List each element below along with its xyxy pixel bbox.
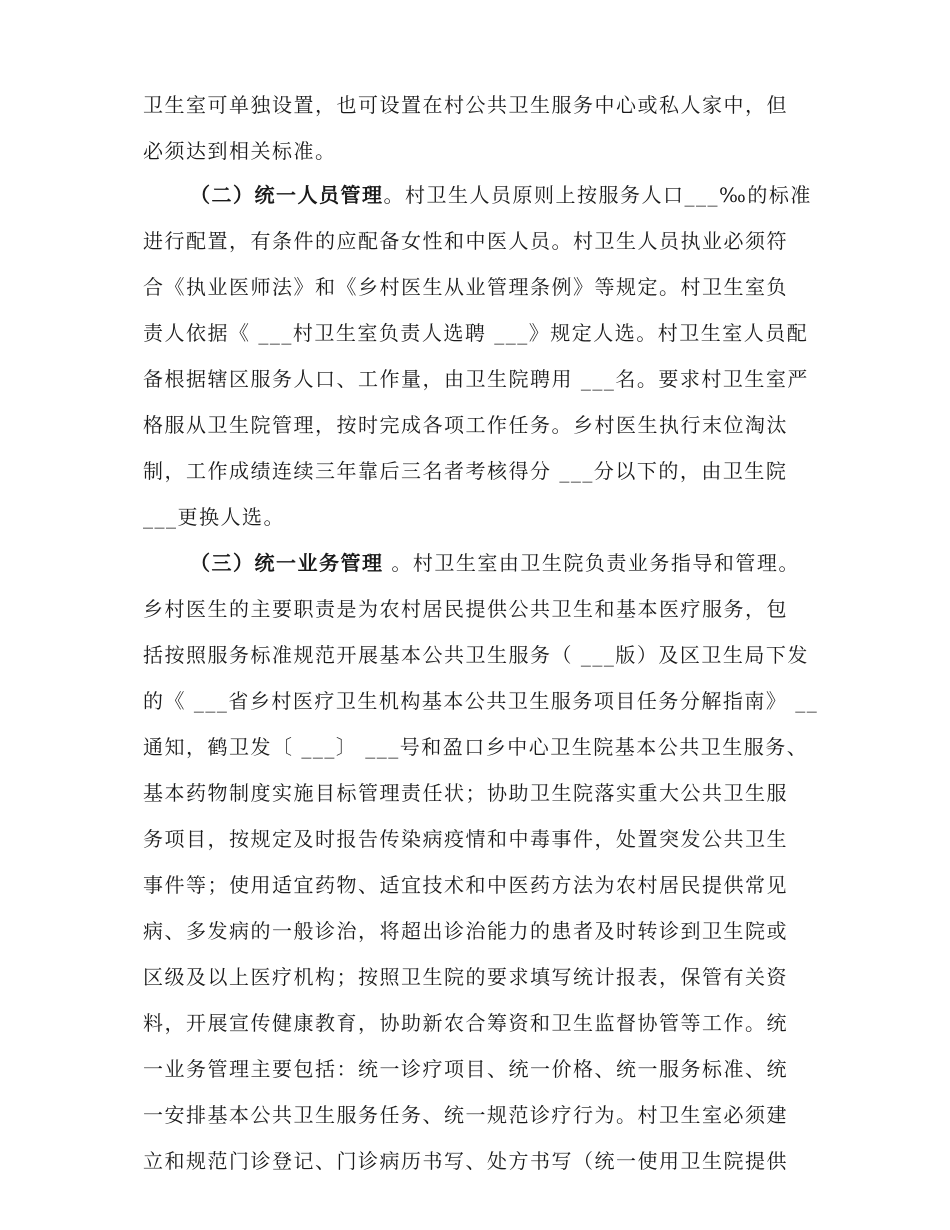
text-line: 事件等；使用适宜药物、适宜技术和中医药方法为农村居民提供常见 (143, 873, 788, 897)
text-line: 料，开展宣传健康教育，协助新农合筹资和卫生监督协管等工作。统 (143, 1011, 788, 1035)
text-line: 必须达到相关标准。 (143, 139, 337, 163)
section-3-paragraph-start (190, 549, 820, 577)
text-line: ___更换人选。 (143, 505, 285, 529)
text-line: 务项目，按规定及时报告传染病疫情和中毒事件，处置突发公共卫生 (143, 827, 788, 851)
text-span: 。村卫生室由卫生院负责业务指导和管理。 (383, 551, 800, 575)
section-2-heading: （二）统一人员管理 (190, 183, 384, 207)
text-line: 括按照服务标准规范开展基本公共卫生服务（ ___版）及区卫生局下发 (143, 643, 809, 667)
text-line: 立和规范门诊登记、门诊病历书写、处方书写（统一使用卫生院提供 (143, 1149, 788, 1173)
heading-period: 。 (383, 183, 405, 207)
text-line: 病、多发病的一般诊治，将超出诊治能力的患者及时转诊到卫生院或 (143, 919, 788, 943)
text-line: 格服从卫生院管理，按时完成各项工作任务。乡村医生执行末位淘汰 (143, 413, 788, 437)
text-line: 合《执业医师法》和《乡村医生从业管理条例》等规定。村卫生室负 (143, 275, 788, 299)
section-2-paragraph-start (190, 181, 820, 209)
text-line: 一安排基本公共卫生服务任务、统一规范诊疗行为。村卫生室必须建 (143, 1103, 788, 1127)
text-span: 村卫生人员原则上按服务人口___‰的标准 (405, 183, 812, 207)
section-3-heading: （三）统一业务管理 (190, 551, 384, 575)
text-line: 备根据辖区服务人口、工作量，由卫生院聘用 ___名。要求村卫生室严 (143, 367, 809, 391)
text-line: 一业务管理主要包括：统一诊疗项目、统一价格、统一服务标准、统 (143, 1057, 788, 1081)
text-line: 的《 ___省乡村医疗卫生机构基本公共卫生服务项目任务分解指南》 __ (143, 689, 819, 713)
text-line: 制，工作成绩连续三年靠后三名者考核得分 ___分以下的，由卫生院 (143, 459, 788, 483)
text-line: 通知，鹤卫发〔 ___〕 ___号和盈口乡中心卫生院基本公共卫生服务、 (143, 735, 809, 759)
text-line: 乡村医生的主要职责是为农村居民提供公共卫生和基本医疗服务，包 (143, 597, 788, 621)
text-line: 进行配置，有条件的应配备女性和中医人员。村卫生人员执业必须符 (143, 229, 788, 253)
text-line: 卫生室可单独设置，也可设置在村公共卫生服务中心或私人家中，但 (143, 93, 788, 117)
text-line: 区级及以上医疗机构；按照卫生院的要求填写统计报表，保管有关资 (143, 965, 788, 989)
text-line: 责人依据《 ___村卫生室负责人选聘 ___》规定人选。村卫生室人员配 (143, 321, 809, 345)
text-line: 基本药物制度实施目标管理责任状；协助卫生院落实重大公共卫生服 (143, 781, 788, 805)
